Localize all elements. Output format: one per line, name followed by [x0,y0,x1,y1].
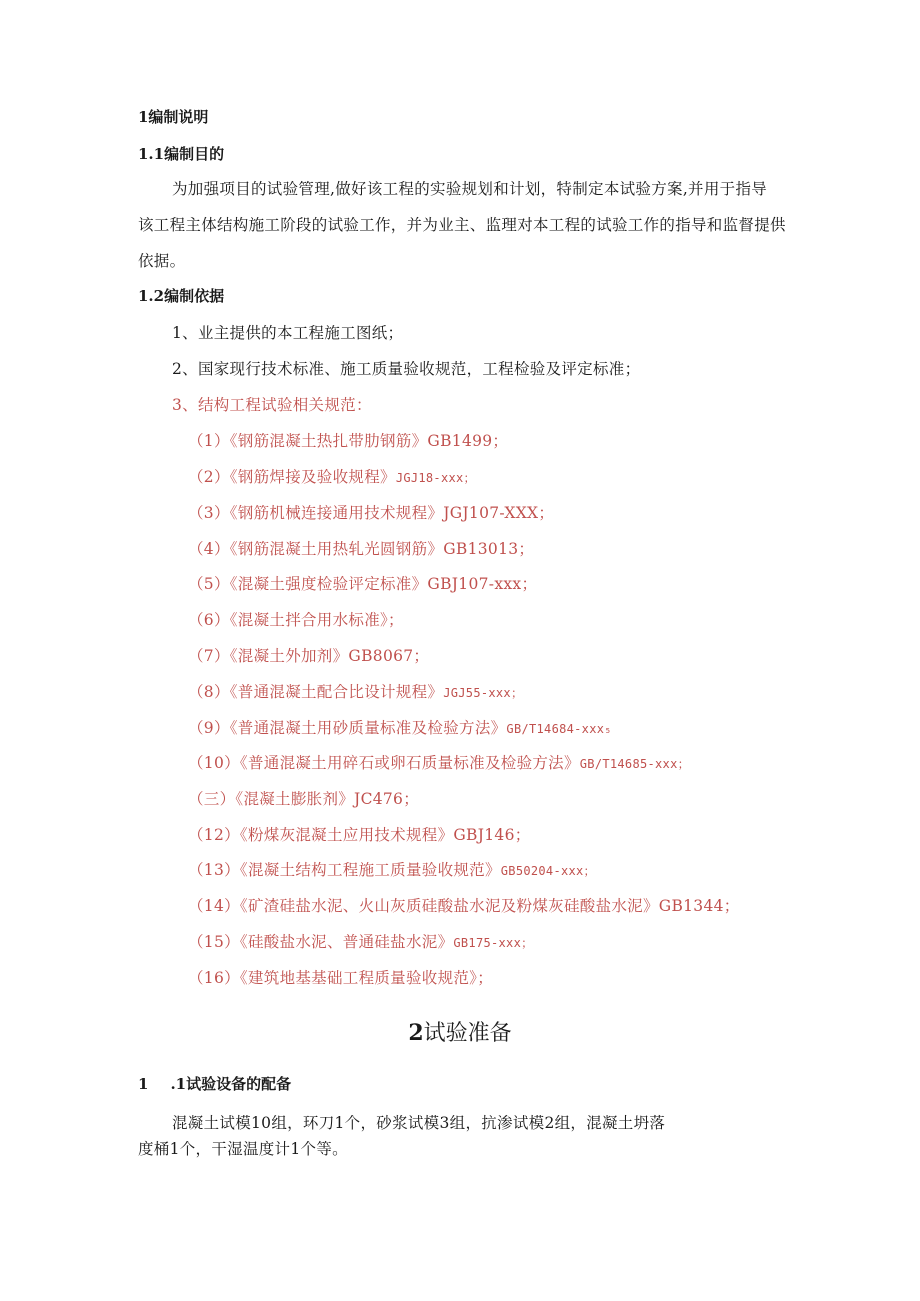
section-2-text: 试验准备 [423,1021,512,1046]
spec-title: （3）《钢筋机械连接通用技术规程》JGJ107-XXX； [188,504,555,522]
spec-title: （三）《混凝土膨胀剂》JC476； [188,790,420,808]
section-2-1-title [138,1073,291,1094]
spec-item [188,823,531,845]
purpose-line-1: 为加强项目的试验管理,做好该工程的实验规划和计划，特制定本试验方案,并用于指导 [172,180,768,198]
section-2-title [0,1016,920,1047]
spec-title: （13）《混凝土结构工程施工质量验收规范》 [188,861,501,879]
spec-item [188,966,493,988]
basis-item-3: 3、结构工程试验相关规范： [172,396,372,414]
spec-code: GB/T14684-xxx₅ [506,722,612,736]
spec-item [188,858,596,880]
spec-item [188,930,533,952]
spec-title: （7）《混凝土外加剂》GB8067； [188,647,430,665]
section-2-1-number: 1 [138,1075,149,1093]
spec-item [188,644,429,666]
section-2-number: 2 [408,1020,424,1046]
spec-title: （10）《普通混凝土用碎石或卵石质量标准及检验方法》 [188,754,580,772]
purpose-line-3: 依据。 [138,252,186,270]
section-1-title: 1编制说明 [138,108,209,126]
purpose-line-2: 该工程主体结构施工阶段的试验工作，并为业主、监理对本工程的试验工作的指导和监督提供 [138,216,786,234]
spec-title: （6）《混凝土拌合用水标准》； [188,611,404,629]
section-2-1-text: .1试验设备的配备 [170,1075,292,1093]
spec-item [188,501,554,523]
spec-title: （1）《钢筋混凝土热扎带肋钢筋》GB1499； [188,432,509,450]
spec-item [188,894,740,916]
equipment-line-1: 混凝土试模10组，环刀1个，砂浆试模3组，抗渗试模2组，混凝土坍落 [172,1114,666,1132]
spec-title: （4）《钢筋混凝土用热轧光圆钢筋》GB13013； [188,540,535,558]
spec-title: （8）《普通混凝土配合比设计规程》 [188,683,444,701]
spec-title: （5）《混凝土强度检验评定标准》GBJ107-xxx； [188,575,538,593]
section-1-1-title: 1.1编制目的 [138,145,225,163]
spec-title: （14）《矿渣硅盐水泥、火山灰质硅酸盐水泥及粉煤灰硅酸盐水泥》GB1344； [188,897,740,915]
spec-item [188,608,404,630]
spec-title: （15）《硅酸盐水泥、普通硅盐水泥》 [188,933,454,951]
basis-item-1: 1、业主提供的本工程施工图纸； [172,324,404,342]
basis-item-2: 2、国家现行技术标准、施工质量验收规范，工程检验及评定标准； [172,360,641,378]
spec-item [188,429,508,451]
spec-code: GB50204-xxx； [500,864,596,878]
spec-code: JGJ55-xxx； [443,686,524,700]
spec-title: （16）《建筑地基基础工程质量验收规范》； [188,969,494,987]
spec-item [188,465,476,487]
spec-item [188,680,523,702]
spec-title: （12）《粉煤灰混凝土应用技术规程》GBJ146； [188,826,531,844]
equipment-line-2: 度桶1个，干湿温度计1个等。 [138,1140,348,1158]
spec-code: GB175-xxx； [453,936,534,950]
spec-code: JGJ18-xxx； [395,471,476,485]
spec-item [188,572,537,594]
spec-title: （2）《钢筋焊接及验收规程》 [188,468,396,486]
section-1-2-title: 1.2编制依据 [138,287,225,305]
spec-title: （9）《普通混凝土用砂质量标准及检验方法》 [188,719,507,737]
spec-item [188,751,690,773]
spec-item [188,716,612,738]
spec-item [188,787,419,809]
spec-item [188,537,534,559]
spec-code: GB/T14685-xxx； [579,757,690,771]
